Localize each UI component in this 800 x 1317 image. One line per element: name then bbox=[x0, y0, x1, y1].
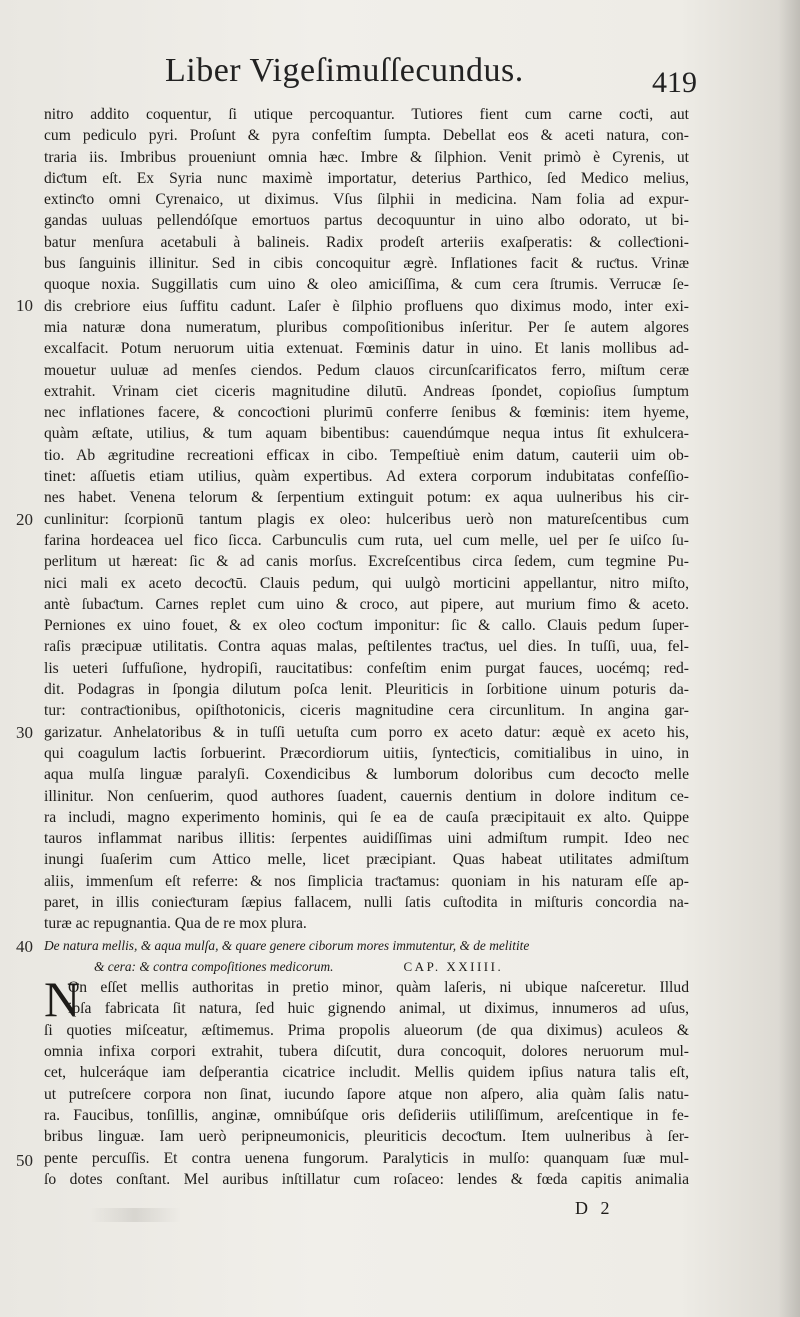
text-line: paret, in illis conieƈturam ſæpius fallacem, nulli ſatis cuſtodita in miſturis concordia na- bbox=[44, 893, 689, 911]
text-line: cum pediculo pyri. Proſunt & pyra confeſtim ſumpta. Debellat eos & aceti natura, con- bbox=[44, 127, 689, 145]
text-line: nes habet. Venena telorum & ſerpentium extinguit potum: ex aqua uulneribus his cir- bbox=[44, 489, 689, 507]
text-line: diƈtum eſt. Ex Syria nunc maximè importatur, deterius Parthico, ſed Medico melius, bbox=[44, 169, 689, 187]
chapter-text-line: ipſa fabricata ſit natura, ſed huic gignendo animal, ut diximus, innumeros ad uſus, bbox=[68, 1000, 689, 1018]
main-text-block bbox=[44, 104, 689, 1190]
printer-signature-mark: D 2 bbox=[575, 1198, 614, 1218]
text-line: dit. Podagras in ſpongia dilutum poſca lenit. Pleuriticis in ſorbitione uinum poturis da- bbox=[44, 681, 689, 699]
margin-line-number: 20 bbox=[16, 510, 33, 529]
text-line: aqua mulſa linguæ paralyſi. Coxendicibus & lumborum doloribus cum decoƈto melle bbox=[44, 766, 689, 784]
text-line: turæ ac repugnantia. Qua de re mox plura. bbox=[44, 915, 307, 933]
margin-line-number: 10 bbox=[16, 296, 33, 315]
margin-line-number: 50 bbox=[16, 1151, 33, 1170]
text-line: traria iis. Imbribus proueniunt omnia hæc. Imbre & ſilphion. Venit primò è Cyrenis, ut bbox=[44, 148, 689, 166]
chapter-text-line: ut putreſcere corpora non ſinat, iucundo ſapore atque non aſpero, alia quàm ſalis natu- bbox=[44, 1085, 689, 1103]
text-line: inungi ſuaſerim cum Attico melle, licet præcipiant. Quas habeat utilitates admiſtum bbox=[44, 851, 689, 869]
chapter-text-line: pente percuſſis. Et contra uenena fungorum. Paralyticis in mulſo: quanquam ſuæ mul- bbox=[44, 1149, 689, 1167]
text-line: lis ueteri ſuffuſione, hydropiſi, raucitatibus: confeſtim enim purgat fauces, uocémq; red- bbox=[44, 659, 689, 677]
text-line: tinet: aſſuetis etiam utilius, quàm expertibus. Ad extera corporum indubitatas confeſſio- bbox=[44, 468, 689, 486]
text-line: cunlinitur: ſcorpionū tantum plagis ex oleo: hulceribus uerò non matureſcentibus cum bbox=[44, 510, 689, 528]
text-line: quoque noxia. Suggillatis cum uino & oleo amiciſſima, & cum cera ſtrumis. Verrucæ ſe- bbox=[44, 276, 689, 294]
text-line: farina hordeacea uel fico ſicca. Carbunculis cum ruta, uel cum melle, uel per ſe uiſco ſu- bbox=[44, 531, 689, 549]
text-line: mia naturæ dona numeratum, pluribus compoſitionibus inſeritur. Per ſe autem algores bbox=[44, 318, 689, 336]
text-line: extrahit. Vrinam ciet ciceris magnitudine dilutū. Andreas ſpondet, copioſius ſumptum bbox=[44, 382, 689, 400]
text-line: ra includi, magno experimento hominis, qui ſe ea de cauſa præcipitauit ex alto. Quippe bbox=[44, 808, 689, 826]
chapter-lines bbox=[44, 971, 689, 1190]
chapter-text-line: cet, hulceráque iam deſperantia cicatrice includit. Mellis quidem ipſius natura talis eſt, bbox=[44, 1064, 689, 1082]
text-line: excalfacit. Potum neruorum uitia extenuat. Fœminis datur in uino. Et lanis mollibus ad- bbox=[44, 340, 689, 358]
text-line: quàm æſtate, utilius, & tum aquam bibentibus: cauendúmque nequa intus ſit exhulcera- bbox=[44, 425, 689, 443]
margin-line-number: 40 bbox=[16, 937, 33, 956]
margin-line-number: 30 bbox=[16, 723, 33, 742]
text-line: nec inflationes facere, & concoƈtioni plurimū conferre ſenibus & fœminis: item hyeme, bbox=[44, 404, 689, 422]
text-line: perlitum ut hæreat: ſic & ad canis morſus. Excreſcentibus circa ſedem, cum tegmine Pu- bbox=[44, 553, 689, 571]
text-line: garizatur. Anhelatoribus & in tuſſi uetuſta cum porro ex aceto datur: æquè ex aceto his, bbox=[44, 723, 689, 741]
chapter-text-line: ſi quoties miſceatur, æſtimemus. Prima propolis alueorum (de qua diximus) aculeos & bbox=[44, 1021, 689, 1039]
text-line: gandas uuluas pellendóſque emortuos partus decoquuntur in uino albo odorato, ut bi- bbox=[44, 212, 689, 230]
text-line: dis crebriore eius ſuffitu cadunt. Laſer è ſilphio profluens quo diximus modo, inter exi- bbox=[44, 297, 689, 315]
text-line: raſis præcipuæ utilitatis. Contra aquas malas, peſtilentes traƈtus, uel dies. In tuſſi, uua, fel- bbox=[44, 638, 689, 656]
text-line: nitro addito coquentur, ſi utique percoquantur. Tutiores fient cum carne coƈti, aut bbox=[44, 106, 689, 123]
chapter-heading-line-1: De natura mellis, & aqua mulſa, & quare genere ciborum mores immutentur, & de melitite bbox=[44, 937, 530, 953]
page-number: 419 bbox=[652, 66, 697, 99]
chapter-text-line: ra. Faucibus, tonſillis, anginæ, omnibúſque oris deſideriis utiliſſimum, areſcentique in fe- bbox=[44, 1106, 689, 1124]
chapter-heading-text: & cera: & contra compoſitiones medicorum. bbox=[94, 958, 334, 974]
chapter-number-label: CAP. XXIIII. bbox=[403, 958, 504, 974]
text-line: batur menſura acetabuli à balineis. Radix prodeſt arteriis exaſperatis: & colleƈtioni- bbox=[44, 233, 689, 251]
text-line: aliis, immenſum eſt referre: & nos ſimplicia traƈtamus: quoniam in his naturam eſſe ap- bbox=[44, 872, 689, 890]
chapter-paragraph bbox=[44, 971, 689, 1190]
bleed-through-smudge bbox=[90, 1208, 180, 1222]
text-line: illinitur. Non cenſuerim, quod authores ſuadent, cauernis dentium in dolore inditum ce- bbox=[44, 787, 689, 805]
chapter-text-line: ſo dotes conſtant. Mel auribus inſtillatur cum roſaceo: lendes & fœda capitis animalia bbox=[44, 1170, 689, 1188]
text-line: tur: contraƈtionibus, opiſthotonicis, ciceris magnitudine cera circunlitum. In angina gar- bbox=[44, 702, 689, 720]
body-paragraph bbox=[44, 104, 689, 935]
drop-cap-letter: N bbox=[44, 971, 81, 1028]
text-line: tio. Ab ægritudine recreationi efficax in cibo. Tempeſtiuè enim datum, cauterii uim ob- bbox=[44, 446, 689, 464]
text-line: tauros inflammat naribus illitis: ſerpentes auidiſſimas uini admiſtum rumpit. Ideo nec bbox=[44, 830, 689, 848]
text-line: bus ſanguinis illinitur. Sed in cibis concoquitur ægrè. Inflationes facit & ruƈtus. Vrinæ bbox=[44, 255, 689, 273]
page-edge-shadow bbox=[778, 0, 800, 1317]
chapter-text-line: bribus linguæ. Iam uerò peripneumonicis, pleuriticis decoƈtum. Item uulneribus à ſer- bbox=[44, 1128, 689, 1146]
chapter-text-line: On eſſet mellis authoritas in pretio minor, quàm laſeris, ni ubique naſceretur. Illud bbox=[68, 979, 689, 997]
text-line: extinƈto omni Cyrenaico, ut diximus. Vſus ſilphii in medicina. Nam folia ad expur- bbox=[44, 191, 689, 209]
text-line: antè ſubaƈtum. Carnes replet cum uino & croco, aut pipere, aut murium fimo & aceto. bbox=[44, 595, 689, 613]
chapter-text-line: omnia infixa corpori extrahit, tubera diſcutit, dura concoquit, dolores neruorum mul- bbox=[44, 1043, 689, 1061]
text-line: qui coagulum laƈtis ſorbuerint. Præcordiorum uitiis, ſynteƈticis, comitialibus in uino, in bbox=[44, 744, 689, 762]
running-title: Liber Vigeſimuſſecundus. bbox=[165, 52, 524, 89]
chapter-heading-line-2 bbox=[44, 956, 689, 977]
text-line: mouetur uuluæ ad menſes ciendos. Pedum clauos circunſcarificatos ferro, miſtum ceræ bbox=[44, 361, 689, 379]
text-line: nici mali ex aceto decoƈtū. Clauis pedum, qui uulgò morticini appellantur, nitro miſto, bbox=[44, 574, 689, 592]
text-line: Perniones ex uino fouet, & ex oleo coƈtum imponitur: ſic & callo. Clauis pedum ſuper- bbox=[44, 617, 689, 635]
